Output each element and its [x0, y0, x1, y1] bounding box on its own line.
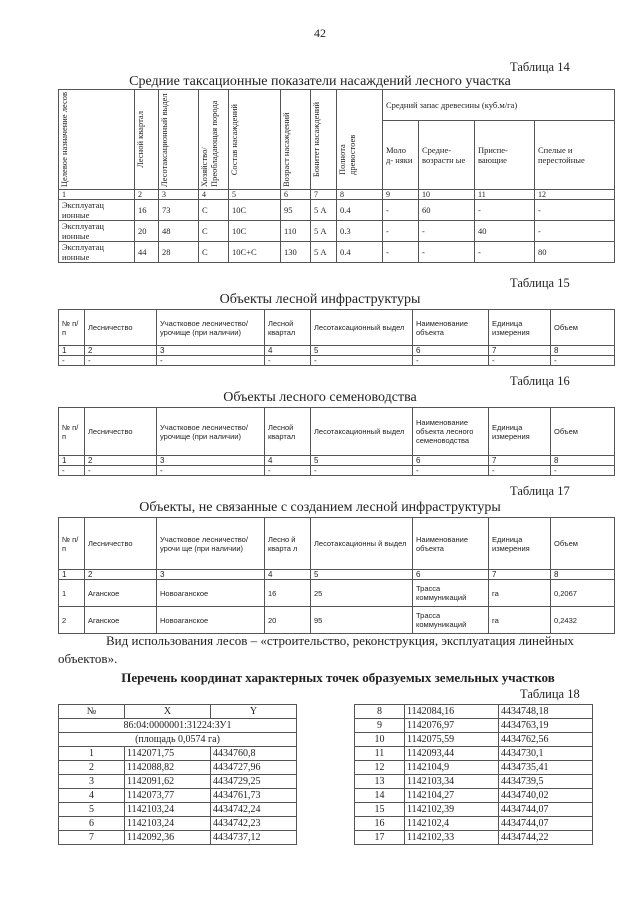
- table-cell: -: [535, 200, 615, 221]
- hdr-mature: Спелые и перестойные: [535, 121, 615, 190]
- table-cell: -: [535, 221, 615, 242]
- coord-cell: 1142073,77: [125, 789, 211, 803]
- coord-cell: 4434744,07: [499, 803, 593, 817]
- header-cell: № п/п: [59, 518, 85, 570]
- coord-cell: 4434762,56: [499, 733, 593, 747]
- table-cell: -: [383, 221, 419, 242]
- header-cell: Лесной квартал: [265, 310, 311, 346]
- table-18-right: [354, 704, 593, 845]
- coord-cell: 1142103,24: [125, 803, 211, 817]
- table-cell: 10С: [229, 221, 281, 242]
- hdr-quarter: Лесной квартал: [135, 111, 145, 168]
- table-row: [355, 831, 593, 845]
- coord-cell: 4434744,22: [499, 831, 593, 845]
- coord-cell: 4434761,73: [211, 789, 297, 803]
- coord-cell: 1142103,24: [125, 817, 211, 831]
- table-17-label: Таблица 17: [510, 484, 570, 498]
- table-cell: 95: [311, 607, 413, 634]
- column-number-cell: 6: [281, 190, 311, 200]
- coord-cell: 1: [59, 747, 125, 761]
- table-cell: 73: [159, 200, 199, 221]
- header-cell: Единица измерения: [489, 310, 551, 346]
- hdr-young: Моло д- няки: [383, 121, 419, 190]
- column-number-cell: 6: [413, 456, 489, 466]
- table-row: [355, 761, 593, 775]
- table-cell: 1: [59, 580, 85, 607]
- table-cell: 5 А: [311, 200, 337, 221]
- table-cell: 0,2067: [551, 580, 615, 607]
- table-cell: -: [475, 242, 535, 263]
- header-cell: Единица измерения: [489, 408, 551, 456]
- table-cell: Трасса коммуникаций: [413, 607, 489, 634]
- table-cell: С: [199, 242, 229, 263]
- coord-cell: 4434737,12: [211, 831, 297, 845]
- coord-cell: 3: [59, 775, 125, 789]
- column-number-cell: 2: [85, 456, 157, 466]
- table-cell: -: [551, 466, 615, 476]
- coord-cell: 4434730,1: [499, 747, 593, 761]
- table-cell: га: [489, 607, 551, 634]
- column-number-cell: 3: [157, 456, 265, 466]
- table-cell: -: [311, 356, 413, 366]
- table-row: [355, 705, 593, 719]
- coord-cell: 4434763,19: [499, 719, 593, 733]
- column-number-cell: 5: [311, 570, 413, 580]
- coord-cell: 4434740,02: [499, 789, 593, 803]
- table-18-left: [58, 704, 297, 845]
- column-number-cell: 11: [475, 190, 535, 200]
- coord-cell: 4434748,18: [499, 705, 593, 719]
- table-18-label: Таблица 18: [520, 687, 580, 701]
- coord-cell: 4434739,5: [499, 775, 593, 789]
- table-row: [355, 803, 593, 817]
- table-cell: Эксплуатац ионные: [59, 242, 135, 263]
- table-cell: -: [85, 466, 157, 476]
- table-row: [59, 775, 297, 789]
- table-cell: -: [489, 466, 551, 476]
- column-number-cell: 6: [413, 346, 489, 356]
- header-cell: Участковое лесничество/урочище (при наличии): [157, 310, 265, 346]
- coord-cell: 4: [59, 789, 125, 803]
- coord-cell: 4434742,24: [211, 803, 297, 817]
- header-cell: Лесничество: [85, 310, 157, 346]
- hdr-age: Возраст насаждений: [281, 112, 291, 187]
- header-cell: Участковое лесничество/урочи ще (при наличии): [157, 518, 265, 570]
- table-row: [355, 817, 593, 831]
- column-number-cell: 3: [159, 190, 199, 200]
- page-number: 42: [314, 26, 326, 40]
- header-cell: Единица измерения: [489, 518, 551, 570]
- coord-cell: 4434735,41: [499, 761, 593, 775]
- header-cell: № п/п: [59, 310, 85, 346]
- parcel-number: 86:04:0000001:31224:ЗУ1: [59, 719, 297, 733]
- hdr-vydel: Лесотаксационный выдел: [159, 92, 169, 187]
- coords-title: Перечень координат характерных точек образуемых земельных участков: [121, 670, 555, 685]
- table-row: [59, 831, 297, 845]
- table-16: [58, 407, 615, 476]
- coord-cell: 1142076,97: [405, 719, 499, 733]
- column-number-cell: 7: [489, 570, 551, 580]
- coord-cell: 1142104,27: [405, 789, 499, 803]
- table-cell: Эксплуатац ионные: [59, 200, 135, 221]
- table-cell: 5 А: [311, 242, 337, 263]
- table-cell: -: [551, 356, 615, 366]
- table-17-title: Объекты, не связанные с созданием лесной инфраструктуры: [139, 500, 501, 515]
- header-cell: Лесно й кварта л: [265, 518, 311, 570]
- header-cell: Лесотаксационный выдел: [311, 310, 413, 346]
- header-cell: X: [125, 705, 211, 719]
- coord-cell: 4434727,96: [211, 761, 297, 775]
- table-16-title: Объекты лесного семеноводства: [223, 390, 417, 405]
- table-cell: 20: [265, 607, 311, 634]
- coord-cell: 16: [355, 817, 405, 831]
- coord-cell: 14: [355, 789, 405, 803]
- header-cell: Лесотаксационны й выдел: [311, 518, 413, 570]
- table-15: [58, 309, 615, 366]
- table-row: [59, 817, 297, 831]
- table-row: [355, 747, 593, 761]
- table-cell: 0.4: [337, 242, 383, 263]
- column-number-cell: 1: [59, 570, 85, 580]
- table-row: [355, 719, 593, 733]
- table-cell: Трасса коммуникаций: [413, 580, 489, 607]
- column-number-cell: 8: [551, 570, 615, 580]
- table-cell: -: [489, 356, 551, 366]
- header-cell: №: [59, 705, 125, 719]
- header-cell: № п/п: [59, 408, 85, 456]
- table-row: [59, 242, 615, 263]
- table-cell: -: [419, 242, 475, 263]
- table-14-label: Таблица 14: [510, 60, 570, 74]
- header-cell: Лесотаксационный выдел: [311, 408, 413, 456]
- column-number-cell: 5: [229, 190, 281, 200]
- table-cell: 95: [281, 200, 311, 221]
- table-cell: 110: [281, 221, 311, 242]
- coord-cell: 1142088,82: [125, 761, 211, 775]
- column-number-cell: 2: [135, 190, 159, 200]
- table-row: [59, 607, 615, 634]
- table-cell: -: [59, 466, 85, 476]
- coord-cell: 1142091,62: [125, 775, 211, 789]
- column-number-cell: 2: [85, 346, 157, 356]
- column-number-cell: 2: [85, 570, 157, 580]
- table-row: [59, 761, 297, 775]
- coord-cell: 1142071,75: [125, 747, 211, 761]
- table-cell: 130: [281, 242, 311, 263]
- parcel-area: (площадь 0,0574 га): [59, 733, 297, 747]
- table-cell: Новоаганское: [157, 607, 265, 634]
- table-cell: 10С+С: [229, 242, 281, 263]
- coord-cell: 12: [355, 761, 405, 775]
- coord-cell: 17: [355, 831, 405, 845]
- header-cell: Участковое лесничество/урочище (при наличии): [157, 408, 265, 456]
- coord-cell: 10: [355, 733, 405, 747]
- table-17: [58, 517, 615, 634]
- column-number-cell: 3: [157, 346, 265, 356]
- header-cell: Наименование объекта: [413, 518, 489, 570]
- header-cell: Наименование объекта: [413, 310, 489, 346]
- column-number-cell: 1: [59, 456, 85, 466]
- column-number-cell: 1: [59, 190, 135, 200]
- coord-cell: 4434742,23: [211, 817, 297, 831]
- coord-cell: 6: [59, 817, 125, 831]
- table-row: [355, 733, 593, 747]
- table-cell: -: [265, 356, 311, 366]
- table-cell: Эксплуатац ионные: [59, 221, 135, 242]
- column-number-cell: 4: [265, 570, 311, 580]
- column-number-cell: 7: [311, 190, 337, 200]
- coord-cell: 1142103,34: [405, 775, 499, 789]
- coord-cell: 5: [59, 803, 125, 817]
- column-number-cell: 10: [419, 190, 475, 200]
- table-row: [59, 221, 615, 242]
- column-number-cell: 1: [59, 346, 85, 356]
- header-cell: Объем: [551, 518, 615, 570]
- coord-cell: 2: [59, 761, 125, 775]
- table-cell: -: [419, 221, 475, 242]
- hdr-purpose: Целевое назначение лесов: [59, 92, 69, 188]
- table-15-title: Объекты лесной инфраструктуры: [219, 292, 421, 307]
- table-cell: -: [265, 466, 311, 476]
- table-cell: 10С: [229, 200, 281, 221]
- coord-cell: 1142102,39: [405, 803, 499, 817]
- usage-paragraph: Вид использования лесов – «строительство, реконструкция, эксплуатация линейных объектов».: [58, 633, 574, 666]
- column-number-cell: 5: [311, 456, 413, 466]
- coord-cell: 1142093,44: [405, 747, 499, 761]
- header-cell: Объем: [551, 408, 615, 456]
- table-cell: -: [475, 200, 535, 221]
- table-cell: Аганское: [85, 580, 157, 607]
- header-cell: Лесничество: [85, 408, 157, 456]
- column-number-cell: 8: [551, 456, 615, 466]
- table-cell: 48: [159, 221, 199, 242]
- hdr-ripening: Приспе- вающие: [475, 121, 535, 190]
- column-number-cell: 4: [265, 346, 311, 356]
- column-number-cell: 7: [489, 456, 551, 466]
- table-cell: С: [199, 200, 229, 221]
- header-cell: Объем: [551, 310, 615, 346]
- table-14: [58, 89, 615, 263]
- column-number-cell: 5: [311, 346, 413, 356]
- table-cell: 16: [265, 580, 311, 607]
- header-cell: Y: [211, 705, 297, 719]
- coord-cell: 8: [355, 705, 405, 719]
- table-cell: -: [85, 356, 157, 366]
- table-row: [355, 775, 593, 789]
- table-cell: 60: [419, 200, 475, 221]
- header-cell: Лесной квартал: [265, 408, 311, 456]
- column-number-cell: 8: [337, 190, 383, 200]
- table-cell: -: [59, 356, 85, 366]
- coord-cell: 1142075,59: [405, 733, 499, 747]
- column-number-cell: 12: [535, 190, 615, 200]
- table-cell: -: [157, 466, 265, 476]
- column-number-cell: 6: [413, 570, 489, 580]
- coord-cell: 1142104,9: [405, 761, 499, 775]
- table-cell: С: [199, 221, 229, 242]
- coord-cell: 4434760,8: [211, 747, 297, 761]
- table-cell: -: [383, 200, 419, 221]
- table-cell: -: [157, 356, 265, 366]
- table-cell: Новоаганское: [157, 580, 265, 607]
- table-row: [59, 789, 297, 803]
- coord-cell: 1142102,33: [405, 831, 499, 845]
- coord-cell: 7: [59, 831, 125, 845]
- column-number-cell: 4: [199, 190, 229, 200]
- table-cell: 16: [135, 200, 159, 221]
- table-cell: 40: [475, 221, 535, 242]
- column-number-cell: 9: [383, 190, 419, 200]
- coord-cell: 9: [355, 719, 405, 733]
- table-cell: 0.3: [337, 221, 383, 242]
- hdr-density: Полнота древостоев: [337, 134, 357, 175]
- table-cell: 20: [135, 221, 159, 242]
- header-cell: Наименование объекта лесного семеноводства: [413, 408, 489, 456]
- hdr-bonitet: Бонитет насаждений: [311, 101, 321, 178]
- header-cell: Лесничество: [85, 518, 157, 570]
- table-15-label: Таблица 15: [510, 276, 570, 290]
- coord-cell: 1142092,36: [125, 831, 211, 845]
- table-cell: 80: [535, 242, 615, 263]
- table-row: [59, 200, 615, 221]
- coord-cell: 13: [355, 775, 405, 789]
- coord-cell: 1142102,4: [405, 817, 499, 831]
- coord-cell: 11: [355, 747, 405, 761]
- table-cell: -: [311, 466, 413, 476]
- coord-cell: 4434729,25: [211, 775, 297, 789]
- hdr-middle: Средне- возрастн ые: [419, 121, 475, 190]
- table-row: [355, 789, 593, 803]
- coord-cell: 15: [355, 803, 405, 817]
- table-row: [59, 803, 297, 817]
- column-number-cell: 7: [489, 346, 551, 356]
- table-cell: 5 А: [311, 221, 337, 242]
- column-number-cell: 3: [157, 570, 265, 580]
- table-cell: Аганское: [85, 607, 157, 634]
- table-14-title: Средние таксационные показатели насаждений лесного участка: [129, 74, 511, 89]
- table-cell: -: [413, 466, 489, 476]
- table-cell: -: [413, 356, 489, 366]
- coord-cell: 1142084,16: [405, 705, 499, 719]
- table-cell: га: [489, 580, 551, 607]
- table-row: [59, 747, 297, 761]
- table-cell: 0.4: [337, 200, 383, 221]
- hdr-farm: Хозяйство/ Преобладающая порода: [199, 100, 219, 187]
- column-number-cell: 4: [265, 456, 311, 466]
- column-number-cell: 8: [551, 346, 615, 356]
- table-16-label: Таблица 16: [510, 374, 570, 388]
- table-cell: 25: [311, 580, 413, 607]
- table-cell: 28: [159, 242, 199, 263]
- table-cell: 0,2432: [551, 607, 615, 634]
- coord-cell: 4434744,07: [499, 817, 593, 831]
- hdr-composition: Состав насаждений: [229, 103, 239, 176]
- table-cell: 2: [59, 607, 85, 634]
- table-row: [59, 580, 615, 607]
- hdr-stock-group: Средний запас древесины (куб.м/га): [383, 90, 615, 121]
- table-cell: 44: [135, 242, 159, 263]
- table-cell: -: [383, 242, 419, 263]
